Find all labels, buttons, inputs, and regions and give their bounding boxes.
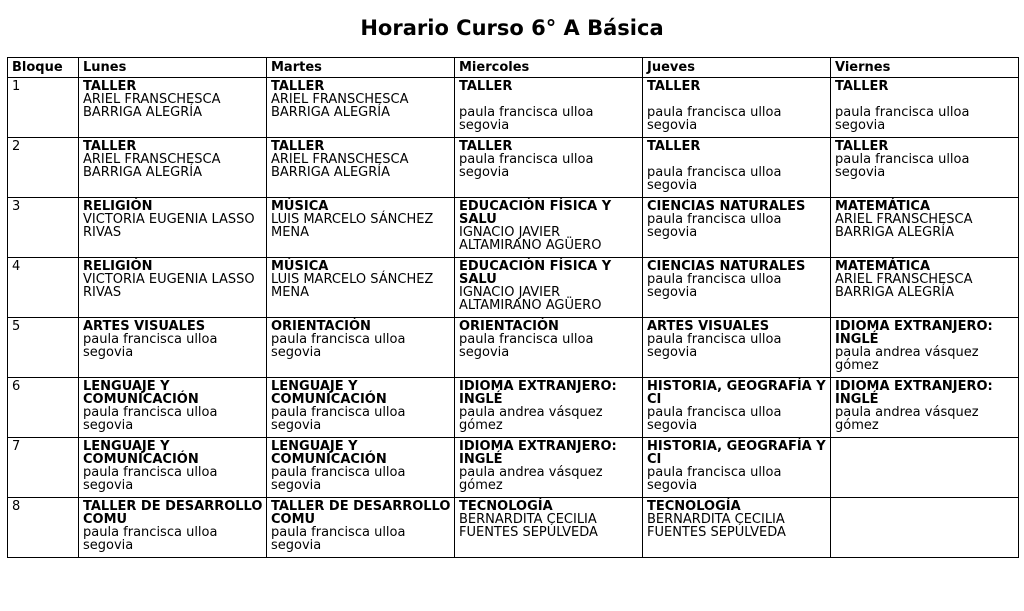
teacher-name: IGNACIO JAVIER ALTAMIRANO AGÜERO — [459, 225, 602, 253]
teacher-name: paula francisca ulloa segovia — [459, 152, 594, 180]
schedule-cell-jueves — [643, 498, 831, 558]
bloque-cell: 7 — [8, 438, 79, 498]
table-row — [8, 318, 1019, 378]
teacher-name: paula francisca ulloa segovia — [83, 525, 218, 553]
schedule-cell-miercoles — [455, 318, 643, 378]
subject-label: ORIENTACIÓN — [459, 319, 559, 334]
teacher-name: paula francisca ulloa segovia — [459, 105, 594, 133]
subject-label: LENGUAJE Y COMUNICACIÓN — [83, 439, 199, 467]
subject-label: HISTORIA, GEOGRAFÍA Y CI — [647, 439, 826, 467]
teacher-name: paula francisca ulloa segovia — [647, 465, 782, 493]
header-viernes: Viernes — [831, 58, 1019, 78]
subject-label: IDIOMA EXTRANJERO: INGLÉ — [459, 379, 617, 407]
schedule-cell-martes — [267, 498, 455, 558]
subject-label: TALLER — [83, 139, 137, 154]
subject-label: IDIOMA EXTRANJERO: INGLÉ — [459, 439, 617, 467]
subject-label: TALLER — [459, 79, 513, 94]
teacher-name: paula francisca ulloa segovia — [647, 332, 782, 360]
subject-label: CIENCIAS NATURALES — [647, 259, 806, 274]
subject-label: TALLER — [647, 139, 701, 154]
header-lunes: Lunes — [79, 58, 267, 78]
teacher-name: paula francisca ulloa segovia — [647, 212, 782, 240]
bloque-cell: 3 — [8, 198, 79, 258]
teacher-name: paula francisca ulloa segovia — [271, 465, 406, 493]
bloque-cell: 4 — [8, 258, 79, 318]
header-bloque: Bloque — [8, 58, 79, 78]
schedule-cell-martes — [267, 258, 455, 318]
bloque-cell: 8 — [8, 498, 79, 558]
schedule-cell-lunes — [79, 378, 267, 438]
schedule-cell-viernes — [831, 198, 1019, 258]
bloque-cell: 5 — [8, 318, 79, 378]
subject-label: TALLER — [271, 79, 325, 94]
teacher-name: ARIEL FRANSCHESCA BARRIGA ALEGRÍA — [83, 92, 221, 120]
teacher-name: paula francisca ulloa segovia — [835, 105, 970, 133]
subject-label: IDIOMA EXTRANJERO: INGLÉ — [835, 319, 993, 347]
subject-label: LENGUAJE Y COMUNICACIÓN — [83, 379, 199, 407]
subject-label: HISTORIA, GEOGRAFÍA Y CI — [647, 379, 826, 407]
schedule-cell-lunes — [79, 498, 267, 558]
subject-label: LENGUAJE Y COMUNICACIÓN — [271, 379, 387, 407]
teacher-name: paula francisca ulloa segovia — [271, 405, 406, 433]
schedule-cell-miercoles — [455, 498, 643, 558]
header-miercoles: Miercoles — [455, 58, 643, 78]
header-martes: Martes — [267, 58, 455, 78]
teacher-name: VICTORIA EUGENIA LASSO RIVAS — [83, 212, 255, 240]
subject-label: MÚSICA — [271, 259, 329, 274]
schedule-cell-lunes — [79, 138, 267, 198]
schedule-table — [7, 57, 1019, 558]
subject-label: LENGUAJE Y COMUNICACIÓN — [271, 439, 387, 467]
schedule-cell-viernes — [831, 78, 1019, 138]
table-row — [8, 378, 1019, 438]
subject-label: RELIGIÓN — [83, 199, 153, 214]
subject-label: ORIENTACIÓN — [271, 319, 371, 334]
schedule-cell-jueves — [643, 378, 831, 438]
subject-label: IDIOMA EXTRANJERO: INGLÉ — [835, 379, 993, 407]
teacher-name: paula francisca ulloa segovia — [83, 465, 218, 493]
teacher-name: ARIEL FRANSCHESCA BARRIGA ALEGRÍA — [835, 212, 973, 240]
schedule-cell-lunes — [79, 258, 267, 318]
teacher-name: ARIEL FRANSCHESCA BARRIGA ALEGRÍA — [271, 92, 409, 120]
schedule-cell-miercoles — [455, 198, 643, 258]
teacher-name: BERNARDITA CECILIA FUENTES SEPÚLVEDA — [647, 512, 786, 540]
schedule-cell-miercoles — [455, 438, 643, 498]
teacher-name: paula francisca ulloa segovia — [647, 105, 782, 133]
teacher-name: paula francisca ulloa segovia — [271, 525, 406, 553]
header-row — [8, 58, 1019, 78]
schedule-cell-miercoles — [455, 378, 643, 438]
subject-label: TALLER — [83, 79, 137, 94]
schedule-cell-viernes — [831, 258, 1019, 318]
teacher-name: paula francisca ulloa segovia — [647, 165, 782, 193]
teacher-name: paula francisca ulloa segovia — [271, 332, 406, 360]
schedule-cell-miercoles — [455, 258, 643, 318]
subject-label: TALLER — [835, 79, 889, 94]
teacher-name: IGNACIO JAVIER ALTAMIRANO AGÜERO — [459, 285, 602, 313]
teacher-name: LUIS MARCELO SÁNCHEZ MENA — [271, 212, 434, 240]
teacher-name: ARIEL FRANSCHESCA BARRIGA ALEGRÍA — [271, 152, 409, 180]
teacher-name: paula andrea vásquez gómez — [835, 345, 979, 373]
subject-label: TALLER — [459, 139, 513, 154]
schedule-cell-lunes — [79, 438, 267, 498]
subject-label: MÚSICA — [271, 199, 329, 214]
teacher-name: LUIS MARCELO SÁNCHEZ MENA — [271, 272, 434, 300]
schedule-cell-miercoles — [455, 78, 643, 138]
subject-label: TALLER DE DESARROLLO COMU — [83, 499, 263, 527]
teacher-name: paula francisca ulloa segovia — [647, 405, 782, 433]
teacher-name: paula andrea vásquez gómez — [835, 405, 979, 433]
bloque-cell: 2 — [8, 138, 79, 198]
schedule-cell-viernes — [831, 378, 1019, 438]
table-row — [8, 198, 1019, 258]
schedule-cell-jueves — [643, 78, 831, 138]
teacher-name: ARIEL FRANSCHESCA BARRIGA ALEGRÍA — [83, 152, 221, 180]
schedule-cell-lunes — [79, 198, 267, 258]
teacher-name: BERNARDITA CECILIA FUENTES SEPÚLVEDA — [459, 512, 598, 540]
schedule-cell-jueves — [643, 318, 831, 378]
subject-label: ARTES VISUALES — [647, 319, 770, 334]
subject-label: MATEMÁTICA — [835, 199, 931, 214]
schedule-cell-viernes — [831, 498, 1019, 558]
subject-label: CIENCIAS NATURALES — [647, 199, 806, 214]
table-row — [8, 438, 1019, 498]
schedule-cell-martes — [267, 198, 455, 258]
subject-label: TALLER — [271, 139, 325, 154]
schedule-cell-martes — [267, 378, 455, 438]
teacher-name: paula andrea vásquez gómez — [459, 465, 603, 493]
schedule-cell-viernes — [831, 438, 1019, 498]
schedule-cell-viernes — [831, 318, 1019, 378]
subject-label: TALLER — [835, 139, 889, 154]
schedule-cell-jueves — [643, 138, 831, 198]
teacher-name: paula francisca ulloa segovia — [83, 332, 218, 360]
bloque-cell: 6 — [8, 378, 79, 438]
header-jueves: Jueves — [643, 58, 831, 78]
teacher-name: paula francisca ulloa segovia — [83, 405, 218, 433]
table-row — [8, 78, 1019, 138]
teacher-name: paula andrea vásquez gómez — [459, 405, 603, 433]
schedule-cell-martes — [267, 438, 455, 498]
schedule-cell-martes — [267, 318, 455, 378]
table-row — [8, 498, 1019, 558]
page-title: Horario Curso 6° A Básica — [360, 16, 664, 40]
schedule-cell-viernes — [831, 138, 1019, 198]
teacher-name: VICTORIA EUGENIA LASSO RIVAS — [83, 272, 255, 300]
subject-label: MATEMÁTICA — [835, 259, 931, 274]
subject-label: EDUCACIÓN FÍSICA Y SALU — [459, 259, 612, 287]
schedule-cell-lunes — [79, 78, 267, 138]
table-row — [8, 258, 1019, 318]
bloque-cell: 1 — [8, 78, 79, 138]
teacher-name: paula francisca ulloa segovia — [647, 272, 782, 300]
teacher-name: paula francisca ulloa segovia — [459, 332, 594, 360]
schedule-cell-miercoles — [455, 138, 643, 198]
schedule-cell-martes — [267, 138, 455, 198]
teacher-name: paula francisca ulloa segovia — [835, 152, 970, 180]
subject-label: TALLER — [647, 79, 701, 94]
subject-label: TECNOLOGÍA — [647, 499, 741, 514]
subject-label: EDUCACIÓN FÍSICA Y SALU — [459, 199, 612, 227]
subject-label: ARTES VISUALES — [83, 319, 206, 334]
subject-label: TALLER DE DESARROLLO COMU — [271, 499, 451, 527]
schedule-cell-jueves — [643, 258, 831, 318]
subject-label: TECNOLOGÍA — [459, 499, 553, 514]
schedule-cell-jueves — [643, 198, 831, 258]
schedule-cell-martes — [267, 78, 455, 138]
subject-label: RELIGIÓN — [83, 259, 153, 274]
teacher-name: ARIEL FRANSCHESCA BARRIGA ALEGRÍA — [835, 272, 973, 300]
schedule-cell-lunes — [79, 318, 267, 378]
table-row — [8, 138, 1019, 198]
schedule-cell-jueves — [643, 438, 831, 498]
